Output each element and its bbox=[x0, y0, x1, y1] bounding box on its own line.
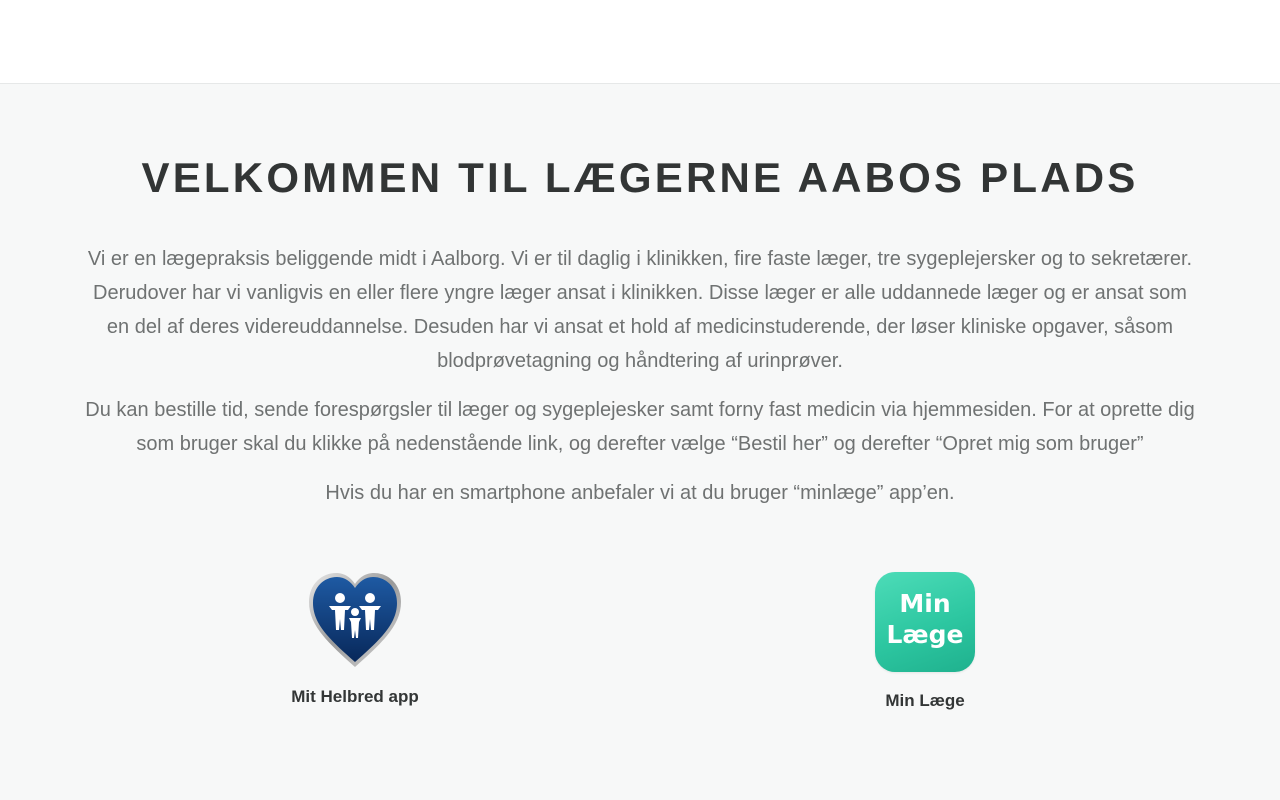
app-label[interactable]: Min Læge bbox=[885, 691, 965, 710]
page-title: VELKOMMEN TIL LÆGERNE AABOS PLADS bbox=[141, 154, 1139, 201]
min-laege-app-link[interactable] bbox=[825, 572, 1025, 712]
min-laege-icon-text: Min Læge bbox=[886, 589, 964, 649]
app-label[interactable]: Mit Helbred app bbox=[291, 687, 419, 706]
app-links bbox=[0, 570, 1280, 730]
intro-paragraph: Vi er en lægepraksis beliggende midt i Aalborg. Vi er til daglig i klinikken, fire faste læger, tre sygeplejersker og to sekretærer. Derudover har vi vanligvis en eller flere yngre læger ansat i klinikken. Disse læger er alle uddannede læger og er ansat som en del af deres videreuddannelse. Desuden har vi ansat et hold af medicinstuderende, der løser kliniske opgaver, såsom blodprøvetagning og håndtering af urinprøver. bbox=[87, 248, 1193, 372]
intro-text bbox=[80, 242, 1200, 525]
mit-helbred-app-link[interactable] bbox=[255, 570, 455, 708]
heart-family-icon[interactable] bbox=[305, 570, 405, 670]
min-laege-app-icon[interactable] bbox=[875, 572, 975, 672]
intro-paragraph: Du kan bestille tid, sende forespørgsler til læger og sygeplejesker samt forny fast medicin via hjemmesiden. For at oprette dig som bruger skal du klikke på nedenstående link, og derefter vælge “Bestil her” og derefter “Opret mig som bruger” bbox=[85, 399, 1195, 455]
intro-paragraph: Hvis du har en smartphone anbefaler vi at du bruger “minlæge” app’en. bbox=[325, 482, 955, 504]
site-header bbox=[0, 0, 1280, 84]
